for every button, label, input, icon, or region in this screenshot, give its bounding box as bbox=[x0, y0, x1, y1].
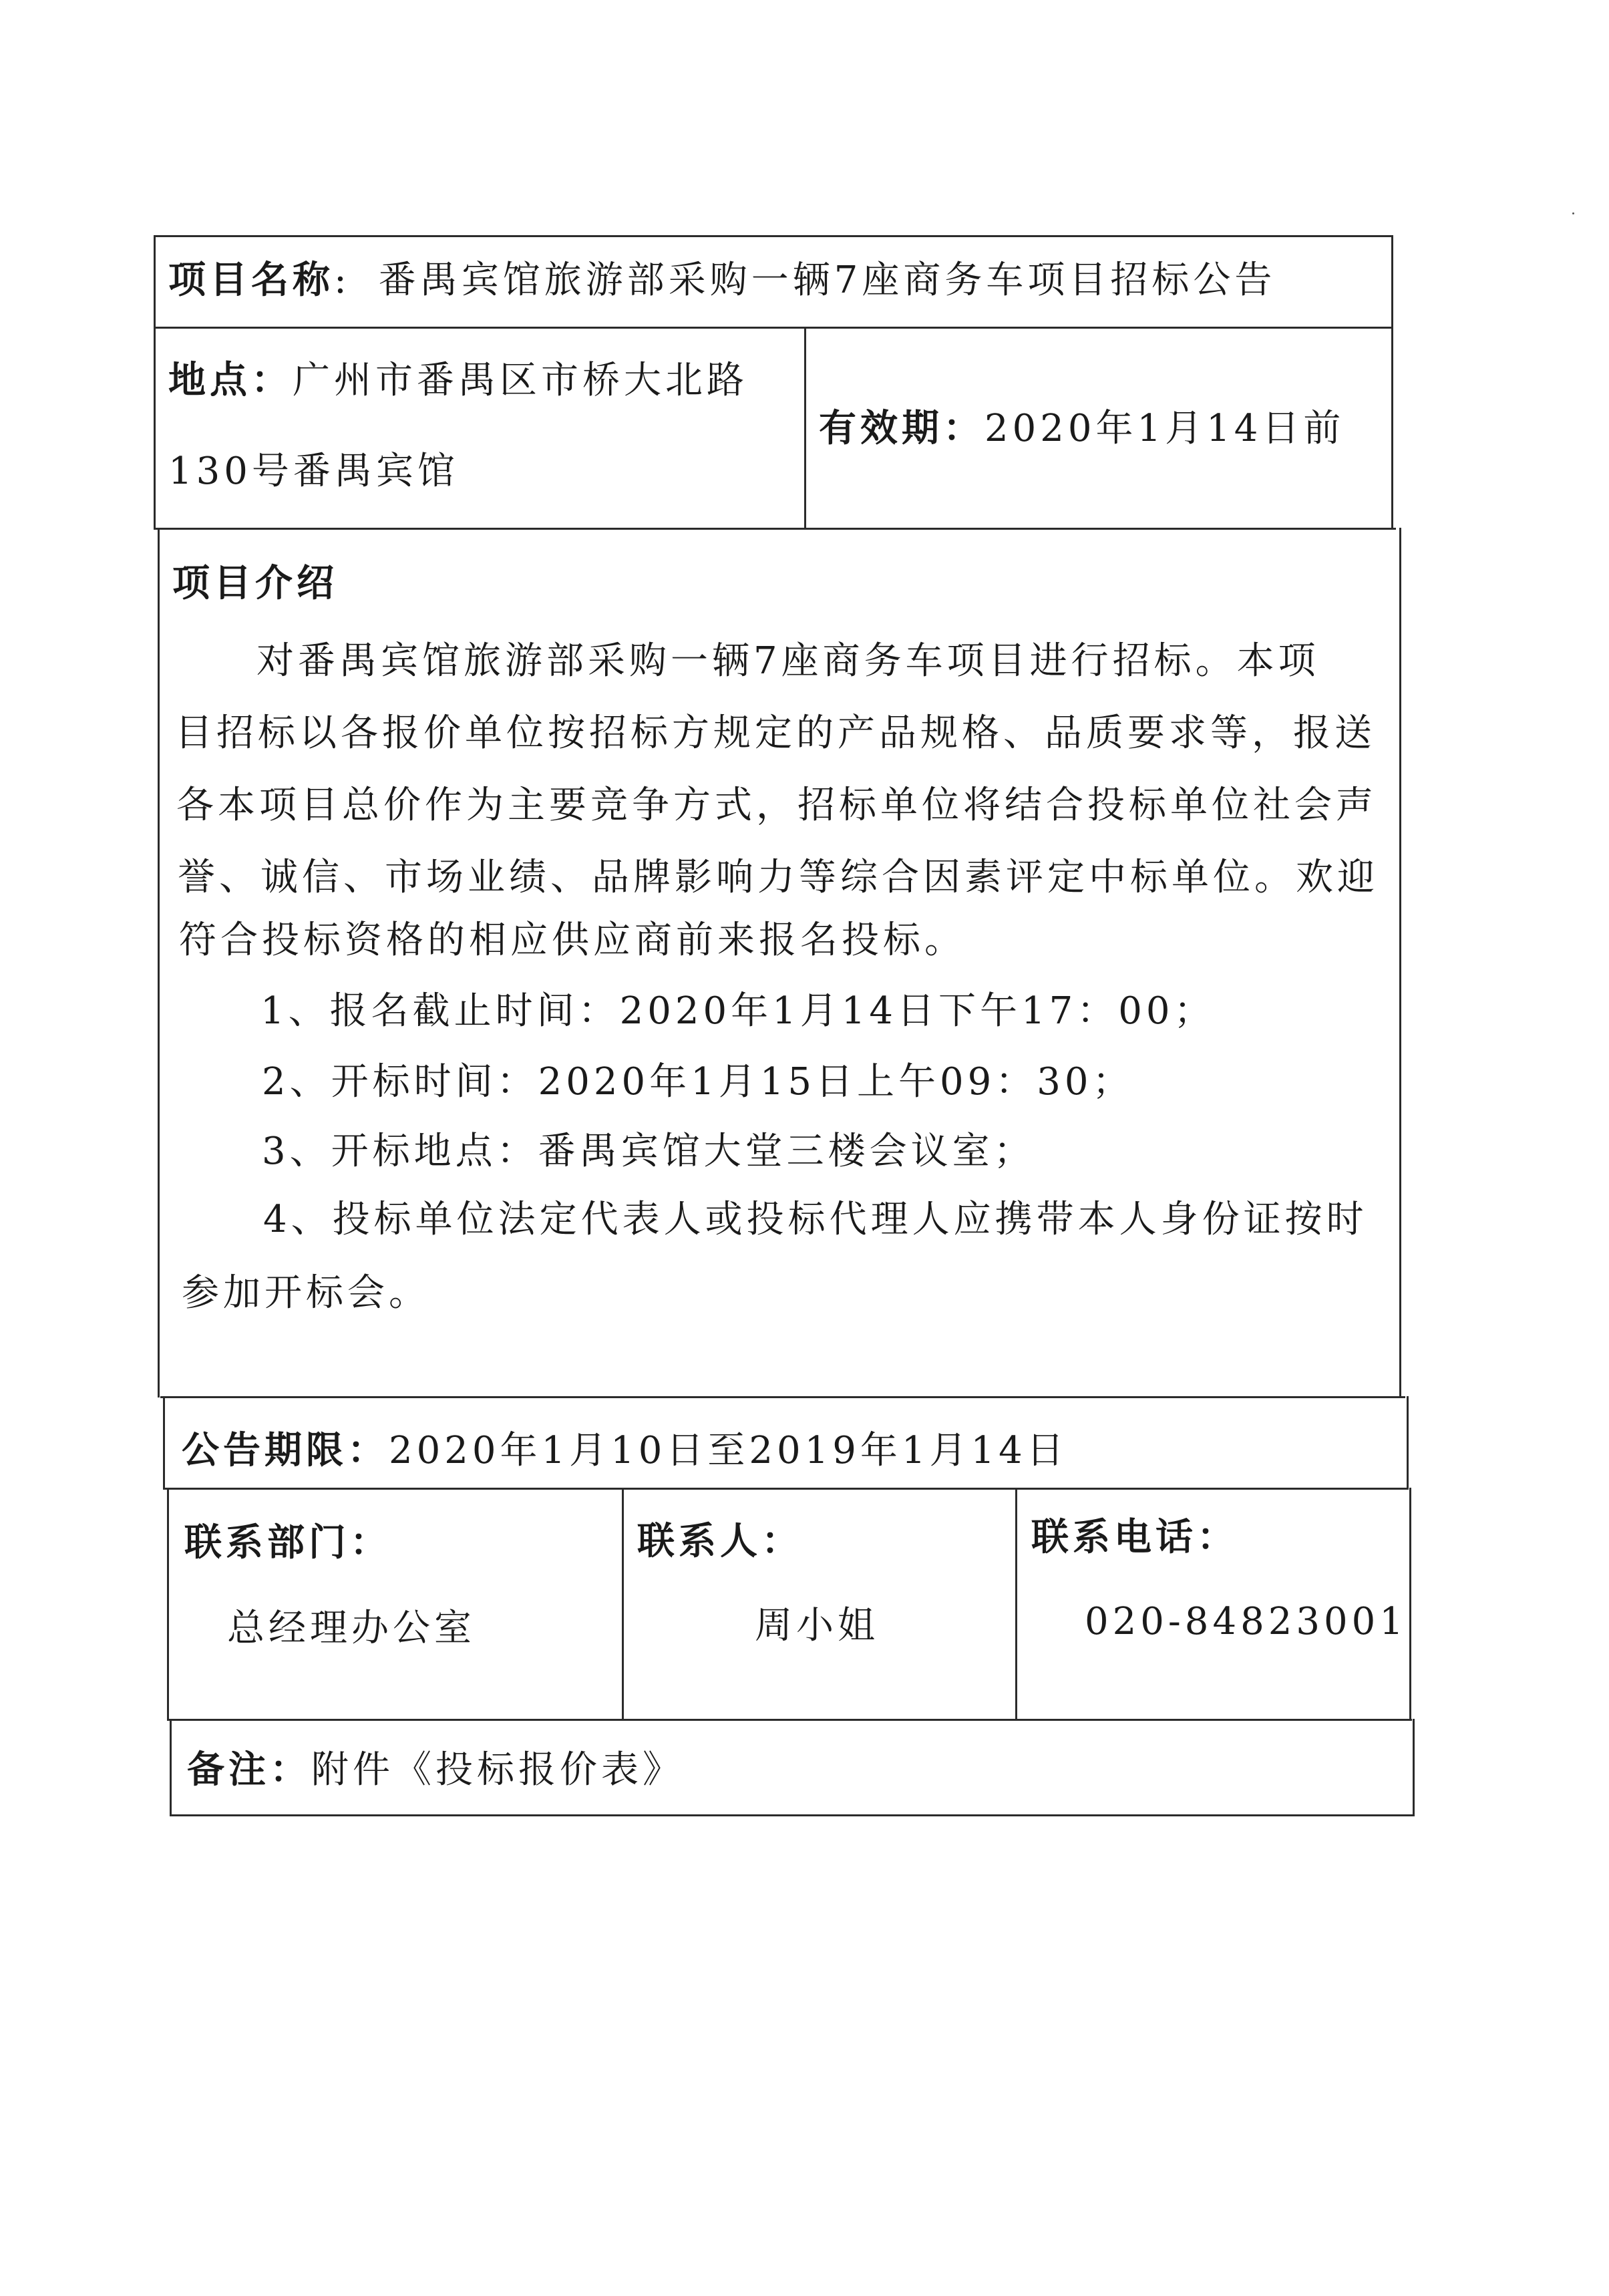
remark-value: 附件《投标报价表》 bbox=[311, 1748, 684, 1792]
border-right-4 bbox=[1409, 1488, 1411, 1720]
intro-line-2: 目招标以各报价单位按招标方规定的产品规格、品质要求等，报送 bbox=[175, 711, 1376, 755]
border-left-3 bbox=[163, 1396, 165, 1490]
intro-item-1: 1、报名截止时间：2020年1月14日下午17：00； bbox=[260, 989, 1216, 1033]
notice-period-label: 公告期限： bbox=[182, 1429, 389, 1472]
border-after-period bbox=[163, 1488, 1408, 1490]
contact-phone-value: 020-84823001 bbox=[1085, 1600, 1407, 1643]
project-title-row bbox=[168, 255, 1276, 306]
border-after-location bbox=[154, 528, 1396, 530]
intro-item-2: 2、开标时间：2020年1月15日上午09：30； bbox=[262, 1060, 1134, 1104]
contact-person-label: 联系人： bbox=[637, 1520, 803, 1563]
notice-period-value: 2020年1月10日至2019年1月14日 bbox=[389, 1429, 1068, 1472]
project-label: 项目名称 bbox=[168, 259, 334, 302]
validity-value: 2020年1月14日前 bbox=[985, 407, 1345, 450]
location-line-2 bbox=[168, 446, 459, 497]
border-after-intro bbox=[160, 1396, 1405, 1398]
border-left-4 bbox=[167, 1488, 169, 1720]
intro-line-3: 各本项目总价作为主要竞争方式，招标单位将结合投标单位社会声 bbox=[176, 784, 1377, 827]
remark-row bbox=[187, 1745, 684, 1796]
intro-item-3: 3、开标地点：番禺宾馆大堂三楼会议室； bbox=[262, 1130, 1035, 1173]
intro-item-4-cont: 参加开标会。 bbox=[182, 1271, 430, 1315]
location-value-line1: 广州市番禺区市桥大北路 bbox=[293, 359, 748, 402]
location-label: 地点： bbox=[168, 359, 293, 402]
project-value: 番禺宾馆旅游部采购一辆7座商务车项目招标公告 bbox=[378, 259, 1276, 302]
border-right-5 bbox=[1413, 1719, 1415, 1816]
border-left-5 bbox=[170, 1719, 172, 1816]
remark-label: 备注： bbox=[187, 1748, 311, 1792]
border-right-2 bbox=[1399, 528, 1401, 1398]
contact-phone-label: 联系电话： bbox=[1031, 1516, 1238, 1559]
intro-line-4: 誉、诚信、市场业绩、品牌影响力等综合因素评定中标单位。欢迎 bbox=[178, 856, 1379, 899]
border-after-contact bbox=[167, 1719, 1412, 1721]
notice-period-row bbox=[182, 1426, 1068, 1476]
project-sep: : bbox=[334, 259, 351, 302]
contact-dept-label: 联系部门： bbox=[184, 1521, 391, 1565]
border-after-title bbox=[154, 327, 1393, 329]
border-bottom bbox=[170, 1814, 1415, 1816]
intro-heading: 项目介绍 bbox=[172, 562, 338, 605]
validity-label: 有效期： bbox=[819, 407, 985, 450]
validity-line bbox=[819, 403, 1345, 454]
scan-speck bbox=[1572, 212, 1574, 214]
contact-dept-value: 总经理办公室 bbox=[227, 1607, 476, 1650]
divider-location-validity bbox=[804, 327, 806, 529]
border-top bbox=[154, 235, 1393, 237]
location-line-1 bbox=[168, 355, 748, 406]
location-value-line2: 130号番禺宾馆 bbox=[168, 450, 459, 493]
border-right-1 bbox=[1391, 235, 1393, 529]
divider-person-phone bbox=[1015, 1488, 1017, 1720]
contact-person-value: 周小姐 bbox=[755, 1604, 879, 1647]
border-right-3 bbox=[1407, 1396, 1409, 1490]
divider-dept-person bbox=[622, 1488, 624, 1720]
border-left-2 bbox=[158, 528, 160, 1398]
intro-line-1: 对番禺宾馆旅游部采购一辆7座商务车项目进行招标。本项 bbox=[256, 639, 1320, 683]
intro-item-4: 4、投标单位法定代表人或投标代理人应携带本人身份证按时 bbox=[263, 1198, 1368, 1241]
intro-line-5: 符合投标资格的相应供应商前来报名投标。 bbox=[179, 919, 966, 962]
border-left-1 bbox=[154, 235, 156, 529]
